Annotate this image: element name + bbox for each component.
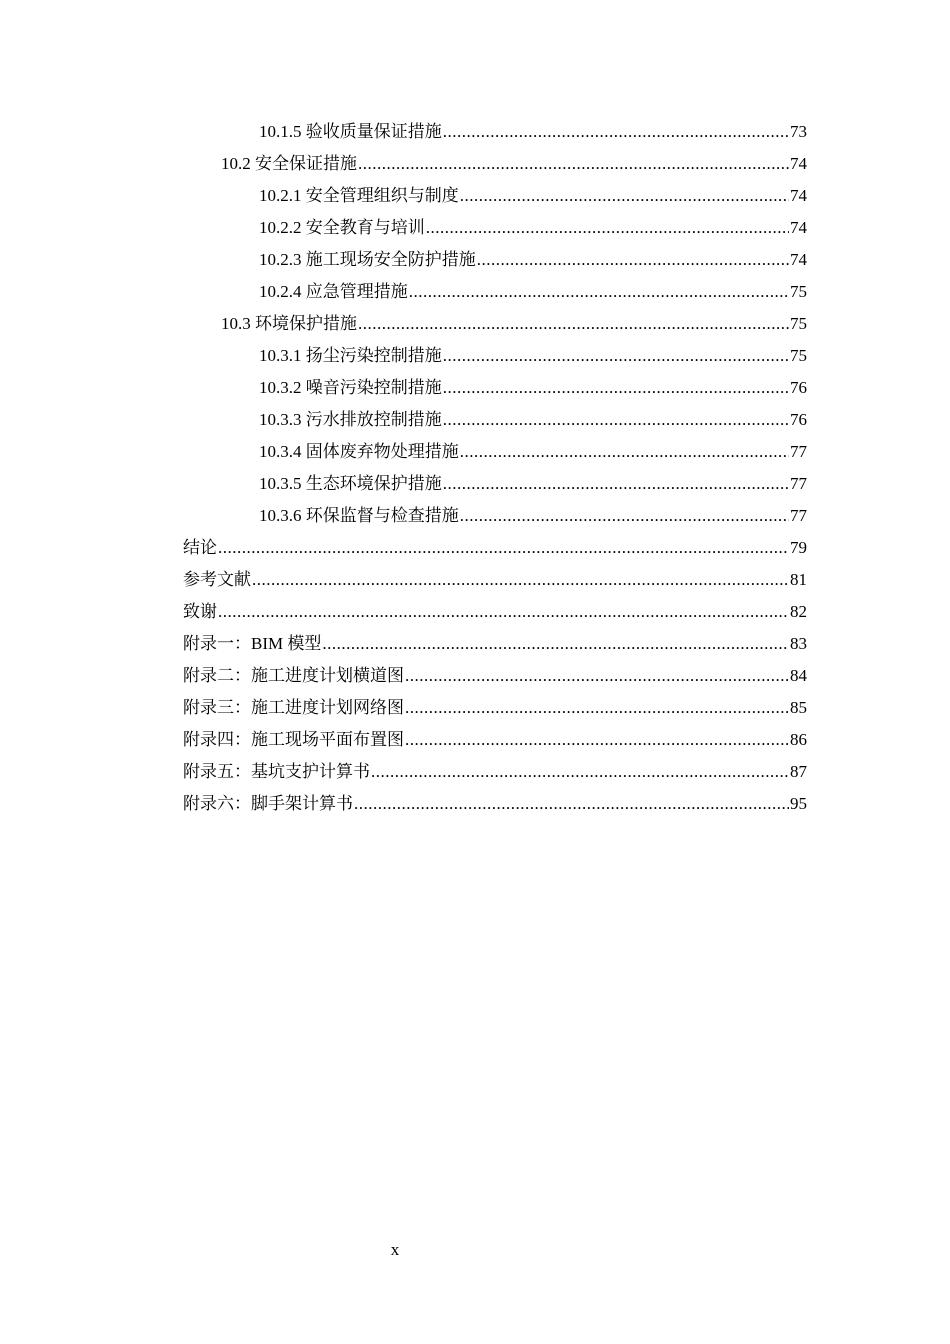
toc-entry-title: 10.2 安全保证措施 <box>221 154 357 173</box>
table-of-contents <box>183 116 807 820</box>
toc-entry-page: 74 <box>790 250 807 269</box>
toc-dot-leader <box>443 116 789 148</box>
toc-dot-leader <box>477 244 789 276</box>
toc-entry-title: 10.3.3 污水排放控制措施 <box>259 410 442 429</box>
toc-dot-leader <box>460 436 789 468</box>
toc-entry-page: 75 <box>790 282 807 301</box>
toc-entry[interactable] <box>183 596 807 628</box>
toc-entry-title: 10.3 环境保护措施 <box>221 314 357 333</box>
toc-entry-title: 10.3.2 噪音污染控制措施 <box>259 378 442 397</box>
toc-entry-page: 74 <box>790 186 807 205</box>
toc-entry-title: 10.2.2 安全教育与培训 <box>259 218 425 237</box>
toc-entry[interactable] <box>183 180 807 212</box>
toc-entry-title: 结论 <box>183 538 217 557</box>
toc-entry-page: 73 <box>790 122 807 141</box>
toc-entry-page: 86 <box>790 730 807 749</box>
toc-entry-page: 77 <box>790 474 807 493</box>
toc-dot-leader <box>460 500 789 532</box>
toc-entry-title: 致谢 <box>183 602 217 621</box>
toc-entry-title: 附录五：基坑支护计算书 <box>183 762 370 781</box>
toc-entry[interactable] <box>183 116 807 148</box>
toc-entry-title: 10.3.4 固体废弃物处理措施 <box>259 442 459 461</box>
toc-entry-title: 附录四：施工现场平面布置图 <box>183 730 404 749</box>
toc-entry-page: 84 <box>790 666 807 685</box>
toc-entry-title: 10.2.4 应急管理措施 <box>259 282 408 301</box>
toc-dot-leader <box>218 532 789 564</box>
toc-entry-title: 附录六：脚手架计算书 <box>183 794 353 813</box>
toc-entry-title: 附录三：施工进度计划网络图 <box>183 698 404 717</box>
toc-entry[interactable] <box>183 468 807 500</box>
toc-dot-leader <box>405 660 789 692</box>
toc-dot-leader <box>460 180 789 212</box>
toc-entry[interactable] <box>183 404 807 436</box>
toc-entry-title: 附录一：BIM 模型 <box>183 634 322 653</box>
toc-entry-title: 10.3.6 环保监督与检查措施 <box>259 506 459 525</box>
toc-entry-page: 85 <box>790 698 807 717</box>
toc-entry-page: 77 <box>790 442 807 461</box>
toc-dot-leader <box>409 276 789 308</box>
toc-entry[interactable] <box>183 340 807 372</box>
toc-entry[interactable] <box>183 244 807 276</box>
toc-dot-leader <box>358 308 789 340</box>
page-number: x <box>390 1240 400 1259</box>
toc-entry-title: 10.1.5 验收质量保证措施 <box>259 122 442 141</box>
toc-entry[interactable] <box>183 788 807 820</box>
toc-entry[interactable] <box>183 276 807 308</box>
toc-entry[interactable] <box>183 532 807 564</box>
toc-dot-leader <box>443 468 789 500</box>
toc-entry[interactable] <box>183 628 807 660</box>
toc-dot-leader <box>354 788 789 820</box>
toc-dot-leader <box>443 404 789 436</box>
toc-entry-page: 77 <box>790 506 807 525</box>
toc-entry-page: 74 <box>790 154 807 173</box>
toc-entry-page: 95 <box>790 794 807 813</box>
toc-entry-page: 83 <box>790 634 807 653</box>
toc-dot-leader <box>371 756 789 788</box>
toc-entry-title: 附录二：施工进度计划横道图 <box>183 666 404 685</box>
toc-dot-leader <box>322 628 789 660</box>
toc-entry[interactable] <box>183 372 807 404</box>
toc-entry-page: 76 <box>790 378 807 397</box>
toc-entry-page: 82 <box>790 602 807 621</box>
toc-entry-page: 79 <box>790 538 807 557</box>
toc-entry[interactable] <box>183 308 807 340</box>
toc-entry[interactable] <box>183 500 807 532</box>
toc-entry-page: 76 <box>790 410 807 429</box>
toc-entry[interactable] <box>183 148 807 180</box>
toc-dot-leader <box>405 692 789 724</box>
toc-entry-page: 87 <box>790 762 807 781</box>
toc-entry-page: 81 <box>790 570 807 589</box>
toc-dot-leader <box>443 340 789 372</box>
toc-entry-title: 参考文献 <box>183 570 251 589</box>
toc-entry[interactable] <box>183 564 807 596</box>
toc-dot-leader <box>358 148 789 180</box>
toc-entry[interactable] <box>183 724 807 756</box>
toc-dot-leader <box>443 372 789 404</box>
toc-dot-leader <box>426 212 789 244</box>
toc-entry-page: 74 <box>790 218 807 237</box>
toc-entry-page: 75 <box>790 314 807 333</box>
toc-dot-leader <box>252 564 789 596</box>
toc-entry-page: 75 <box>790 346 807 365</box>
toc-entry[interactable] <box>183 436 807 468</box>
toc-entry[interactable] <box>183 756 807 788</box>
toc-dot-leader <box>405 724 789 756</box>
toc-entry-title: 10.3.5 生态环境保护措施 <box>259 474 442 493</box>
toc-entry-title: 10.2.3 施工现场安全防护措施 <box>259 250 476 269</box>
toc-entry-title: 10.3.1 扬尘污染控制措施 <box>259 346 442 365</box>
toc-dot-leader <box>218 596 789 628</box>
toc-entry[interactable] <box>183 692 807 724</box>
toc-entry[interactable] <box>183 212 807 244</box>
toc-entry[interactable] <box>183 660 807 692</box>
toc-entry-title: 10.2.1 安全管理组织与制度 <box>259 186 459 205</box>
